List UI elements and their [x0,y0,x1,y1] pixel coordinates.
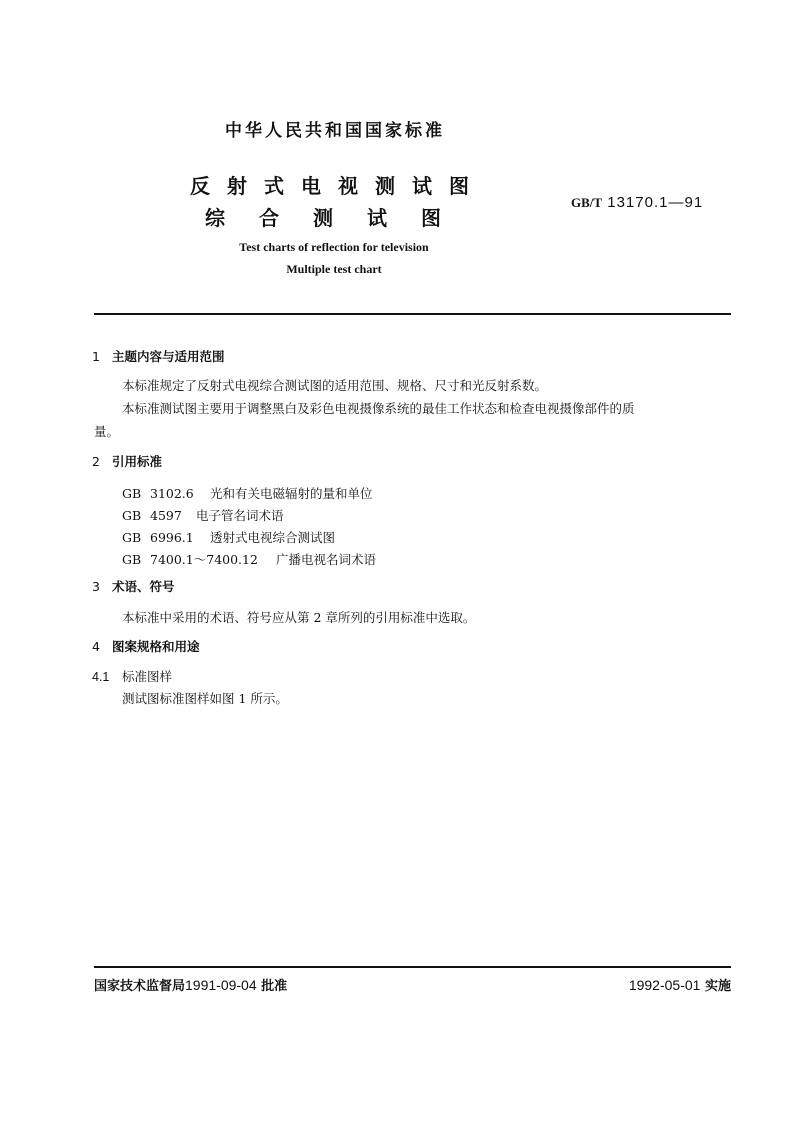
section-1-paragraph-2: 本标准测试图主要用于调整黑白及彩色电视摄像系统的最佳工作状态和检查电视摄像部件的质 [122,401,635,416]
section-number: 2 [92,454,100,469]
section-1-paragraph-2-cont: 量。 [94,424,120,439]
reference-item: GB 6996.1 透射式电视综合测试图 [122,530,336,545]
section-title: 术语、符号 [112,579,175,594]
section-number: 1 [92,349,100,364]
section-1-heading [92,347,225,365]
title-line-1: 反射式电视测试图 [190,174,486,198]
approval-suffix: 批准 [261,979,288,994]
approval-line [94,975,287,994]
effective-line [629,975,731,994]
section-title: 主题内容与适用范围 [112,349,225,364]
section-title: 图案规格和用途 [112,639,200,654]
approval-org: 国家技术监督局 [94,979,186,994]
section-1-paragraph-1: 本标准规定了反射式电视综合测试图的适用范围、规格、尺寸和光反射系数。 [122,378,548,393]
reference-item: GB 7400.1～7400.12 广播电视名词术语 [122,552,377,567]
header-divider [94,313,731,315]
standard-prefix: GB/T [571,195,603,210]
section-number: 4 [92,639,100,654]
reference-item: GB 4597 电子管名词术语 [122,508,284,523]
footer-divider [94,966,731,968]
section-3-paragraph: 本标准中采用的术语、符号应从第 2 章所列的引用标准中选取。 [122,610,476,625]
subsection-4-1-heading [92,667,172,685]
section-number: 3 [92,579,100,594]
english-title-line-1: Test charts of reflection for television [239,240,429,254]
title-line-2: 综合测试图 [205,206,475,230]
subsection-title: 标准图样 [122,669,173,684]
national-standard-heading: 中华人民共和国国家标准 [225,121,445,141]
subsection-number: 4.1 [92,670,110,684]
subsection-4-1-text: 测试图标准图样如图 1 所示。 [122,691,288,706]
section-2-heading [92,452,162,470]
reference-item: GB 3102.6 光和有关电磁辐射的量和单位 [122,486,373,501]
english-title-line-2: Multiple test chart [286,262,382,276]
section-4-heading [92,637,200,655]
approval-date: 1991-09-04 [185,977,257,993]
effective-suffix: 实施 [704,979,731,994]
standard-code [571,194,703,211]
standard-number: 13170.1—91 [607,194,704,211]
section-title: 引用标准 [112,454,163,469]
section-3-heading [92,577,175,595]
effective-date: 1992-05-01 [628,977,701,993]
